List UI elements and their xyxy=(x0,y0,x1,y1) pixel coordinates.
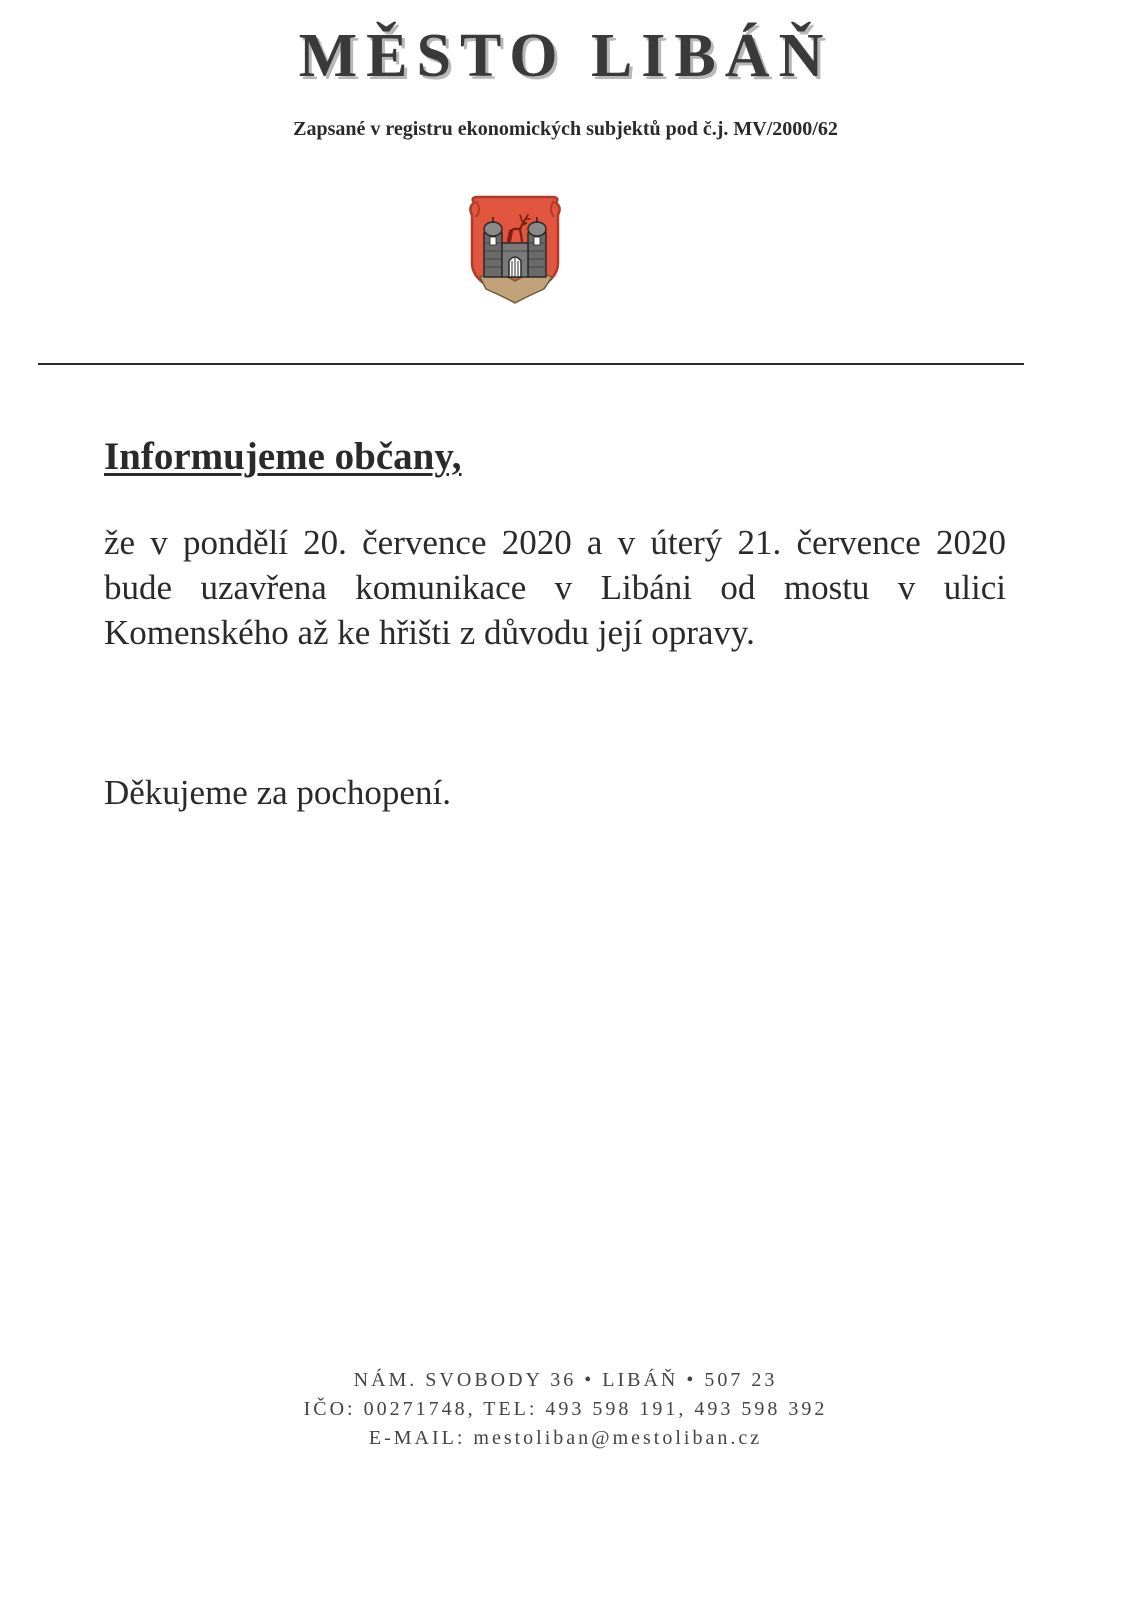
footer xyxy=(0,1366,1131,1453)
notice-line: že v pondělí 20. července 2020 a v úterý 21. července 2020 xyxy=(104,523,1006,562)
notice-thanks: Děkujeme za pochopení. xyxy=(104,773,451,812)
notice-line: bude uzavřena komunikace v Libáni od mostu v ulici xyxy=(104,568,1006,607)
notice-line: Komenského až ke hřišti z důvodu její opravy. xyxy=(104,613,755,652)
letterhead-divider xyxy=(38,363,1024,365)
registry-line: Zapsané v registru ekonomických subjektů pod č.j. MV/2000/62 xyxy=(293,118,838,140)
letterhead-title: MĚSTO LIBÁŇ xyxy=(298,22,833,90)
coat-of-arms-icon xyxy=(466,193,564,305)
footer-contacts: IČO: 00271748, TEL: 493 598 191, 493 598 392 xyxy=(303,1398,828,1420)
notice-heading: Informujeme občany, xyxy=(104,435,462,478)
footer-email: E-MAIL: mestoliban@mestoliban.cz xyxy=(368,1427,763,1449)
footer-address: NÁM. SVOBODY 36 • LIBÁŇ • 507 23 xyxy=(353,1369,778,1391)
notice-body xyxy=(104,520,1006,655)
